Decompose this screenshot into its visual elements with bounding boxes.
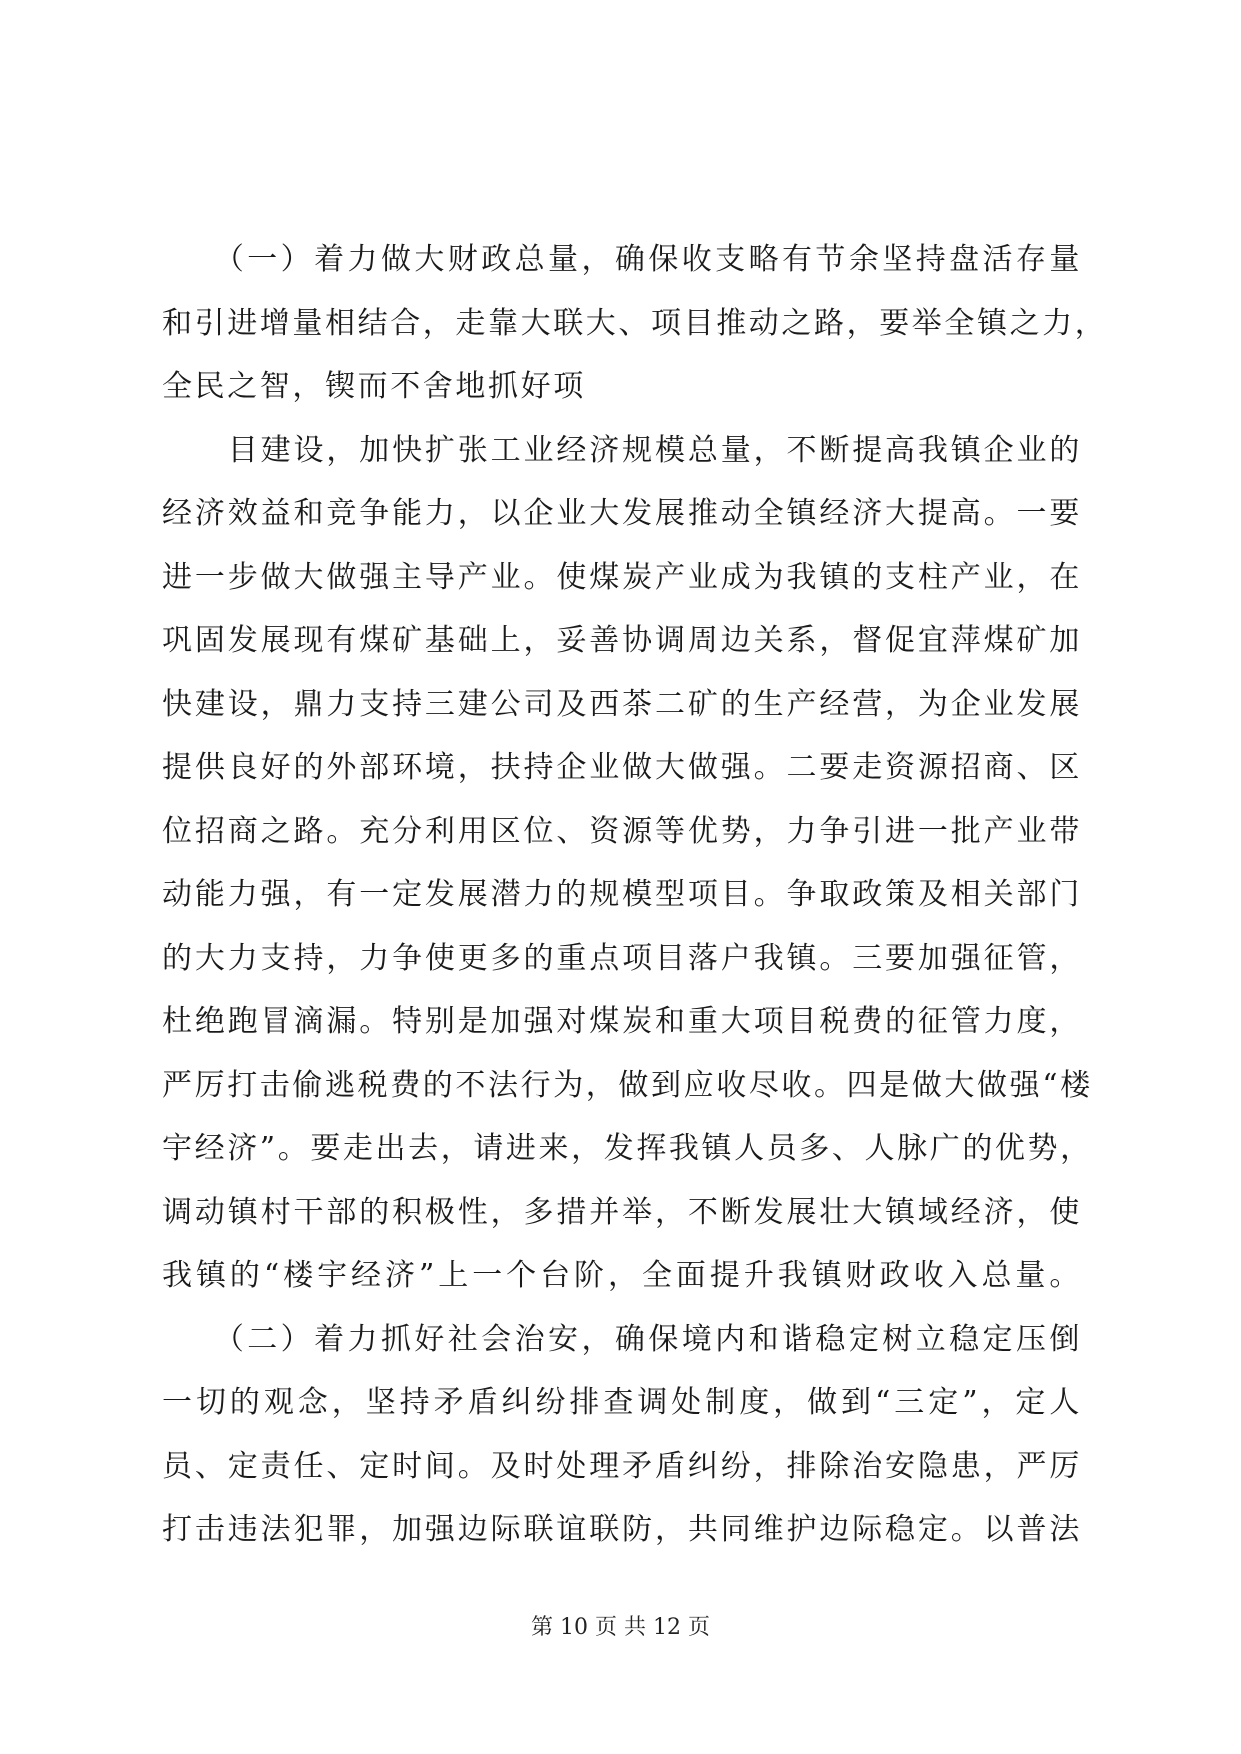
text-line: （二）着力抓好社会治安，确保境内和谐稳定树立稳定压倒 — [162, 1321, 1082, 1357]
text-line: 打击违法犯罪，加强边际联谊联防，共同维护边际稳定。以普法 — [162, 1512, 1082, 1547]
page-number-footer: 第 10 页 共 12 页 — [531, 1615, 710, 1640]
text-line: 快建设，鼎力支持三建公司及西茶二矿的生产经营，为企业发展 — [162, 686, 1082, 722]
text-line: 我镇的“楼宇经济”上一个台阶，全面提升我镇财政收入总量。 — [162, 1258, 1082, 1293]
text-line: 提供良好的外部环境，扶持企业做大做强。二要走资源招商、区 — [162, 750, 1082, 785]
paragraph-social-security — [162, 1308, 1082, 1562]
text-line: 和引进增量相结合，走靠大联大、项目推动之路，要举全镇之力， — [162, 305, 1108, 341]
document-body — [162, 228, 1108, 1562]
text-line: 调动镇村干部的积极性，多措并举，不断发展壮大镇域经济，使 — [162, 1194, 1082, 1230]
text-line: （一）着力做大财政总量，确保收支略有节余坚持盘活存量 — [162, 242, 1082, 277]
text-line: 的大力支持，力争使更多的重点项目落户我镇。三要加强征管， — [162, 940, 1082, 976]
text-line: 位招商之路。充分利用区位、资源等优势，力争引进一批产业带 — [162, 813, 1082, 849]
text-line: 全民之智，锲而不舍地抓好项 — [162, 369, 586, 404]
text-line: 员、定责任、定时间。及时处理矛盾纠纷，排除治安隐患，严厉 — [162, 1448, 1082, 1484]
text-line: 目建设，加快扩张工业经济规模总量，不断提高我镇企业的 — [162, 432, 1082, 468]
text-line: 动能力强，有一定发展潜力的规模型项目。争取政策及相关部门 — [162, 877, 1082, 912]
text-line: 严厉打击偷逃税费的不法行为，做到应收尽收。四是做大做强“楼 — [162, 1067, 1093, 1103]
text-line: 一切的观念，坚持矛盾纠纷排查调处制度，做到“三定”，定人 — [162, 1385, 1082, 1420]
paragraph-fiscal-total — [162, 228, 1108, 419]
paragraph-project-construction — [162, 419, 1093, 1308]
text-line: 宇经济”。要走出去，请进来，发挥我镇人员多、人脉广的优势， — [162, 1131, 1093, 1166]
text-line: 进一步做大做强主导产业。使煤炭产业成为我镇的支柱产业，在 — [162, 559, 1082, 595]
text-line: 巩固发展现有煤矿基础上，妥善协调周边关系，督促宜萍煤矿加 — [162, 623, 1082, 658]
text-line: 经济效益和竞争能力，以企业大发展推动全镇经济大提高。一要 — [162, 496, 1082, 531]
text-line: 杜绝跑冒滴漏。特别是加强对煤炭和重大项目税费的征管力度， — [162, 1004, 1082, 1039]
